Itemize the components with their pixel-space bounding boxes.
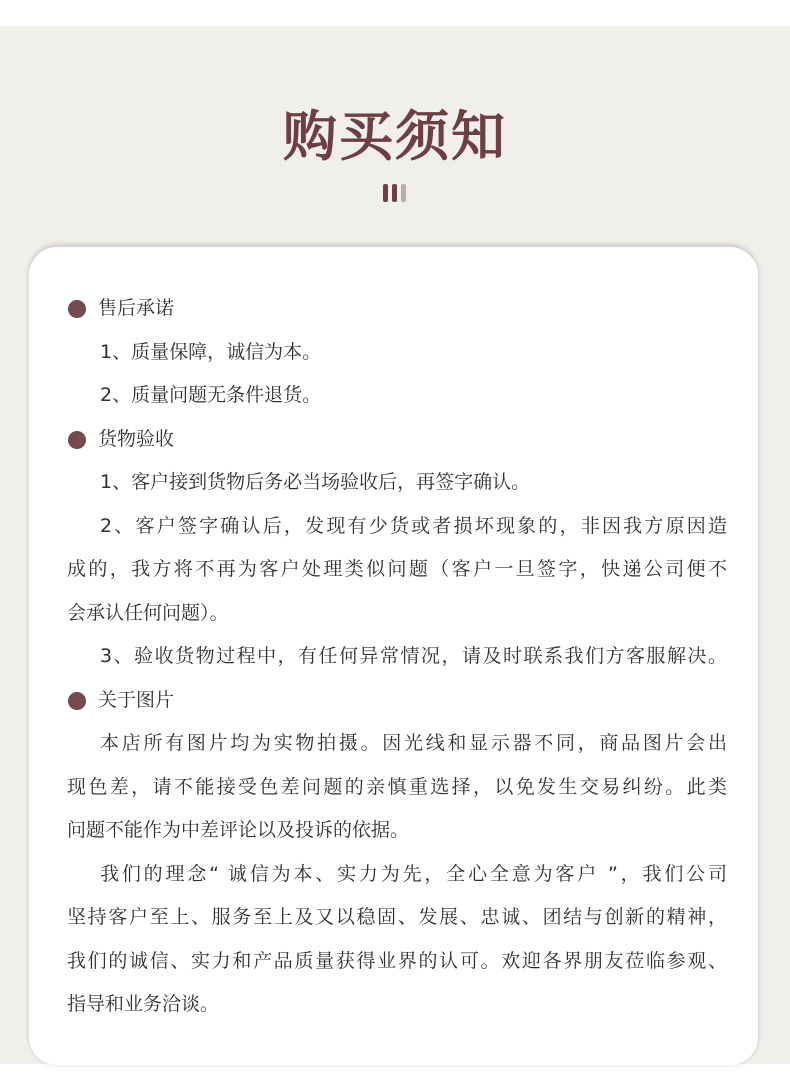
paragraph-line: 指导和业务洽谈。 bbox=[67, 993, 220, 1015]
paragraph-line: 会承认任何问题）。 bbox=[67, 601, 229, 624]
bullet-icon bbox=[68, 300, 86, 318]
bullet-icon bbox=[68, 692, 86, 710]
paragraph-line: 1、客户接到货物后务必当场验收后，再签字确认。 bbox=[100, 471, 531, 493]
paragraph-line: 坚持客户至上、服务至上及又以稳固、发展、忠诚、团结与创新的精神， bbox=[67, 906, 727, 928]
page-background bbox=[0, 26, 790, 1064]
paragraph-line: 2、质量问题无条件退货。 bbox=[100, 384, 322, 406]
section-heading-label: 关于图片 bbox=[98, 688, 175, 711]
paragraph-line: 现色差，请不能接受色差问题的亲慎重选择，以免发生交易纠纷。此类 bbox=[67, 775, 727, 798]
paragraph-line: 我们的理念“ 诚信为本、实力为先，全心全意为客户 ”，我们公司 bbox=[100, 862, 727, 885]
section-heading-label: 货物验收 bbox=[98, 427, 175, 450]
notice-card bbox=[29, 247, 758, 1065]
title-divider-icon bbox=[383, 184, 413, 204]
paragraph-line: 本店所有图片均为实物拍摄。因光线和显示器不同，商品图片会出 bbox=[100, 732, 727, 754]
divider-bar bbox=[392, 184, 397, 202]
paragraph-line: 3、验收货物过程中，有任何异常情况，请及时联系我们方客服解决。 bbox=[100, 645, 727, 667]
paragraph-line: 1、质量保障，诚信为本。 bbox=[100, 340, 322, 363]
divider-bar bbox=[401, 184, 406, 202]
bullet-icon bbox=[68, 431, 86, 449]
paragraph-line: 问题不能作为中差评论以及投诉的依据。 bbox=[67, 819, 410, 841]
notice-content bbox=[67, 287, 727, 1027]
page-title: 购买须知 bbox=[283, 105, 507, 168]
paragraph-line: 2、客户签字确认后，发现有少货或者损坏现象的，非因我方原因造 bbox=[100, 514, 727, 537]
paragraph-line: 成的，我方将不再为客户处理类似问题（客户一旦签字，快递公司便不 bbox=[67, 558, 727, 580]
section-heading-label: 售后承诺 bbox=[98, 297, 175, 319]
section-heading-about-images bbox=[67, 679, 727, 723]
paragraph-line: 我们的诚信、实力和产品质量获得业界的认可。欢迎各界朋友莅临参观、 bbox=[67, 949, 727, 972]
section-heading-goods-inspection bbox=[67, 418, 727, 462]
divider-bar bbox=[383, 184, 388, 202]
section-heading-after-sales bbox=[67, 287, 727, 331]
